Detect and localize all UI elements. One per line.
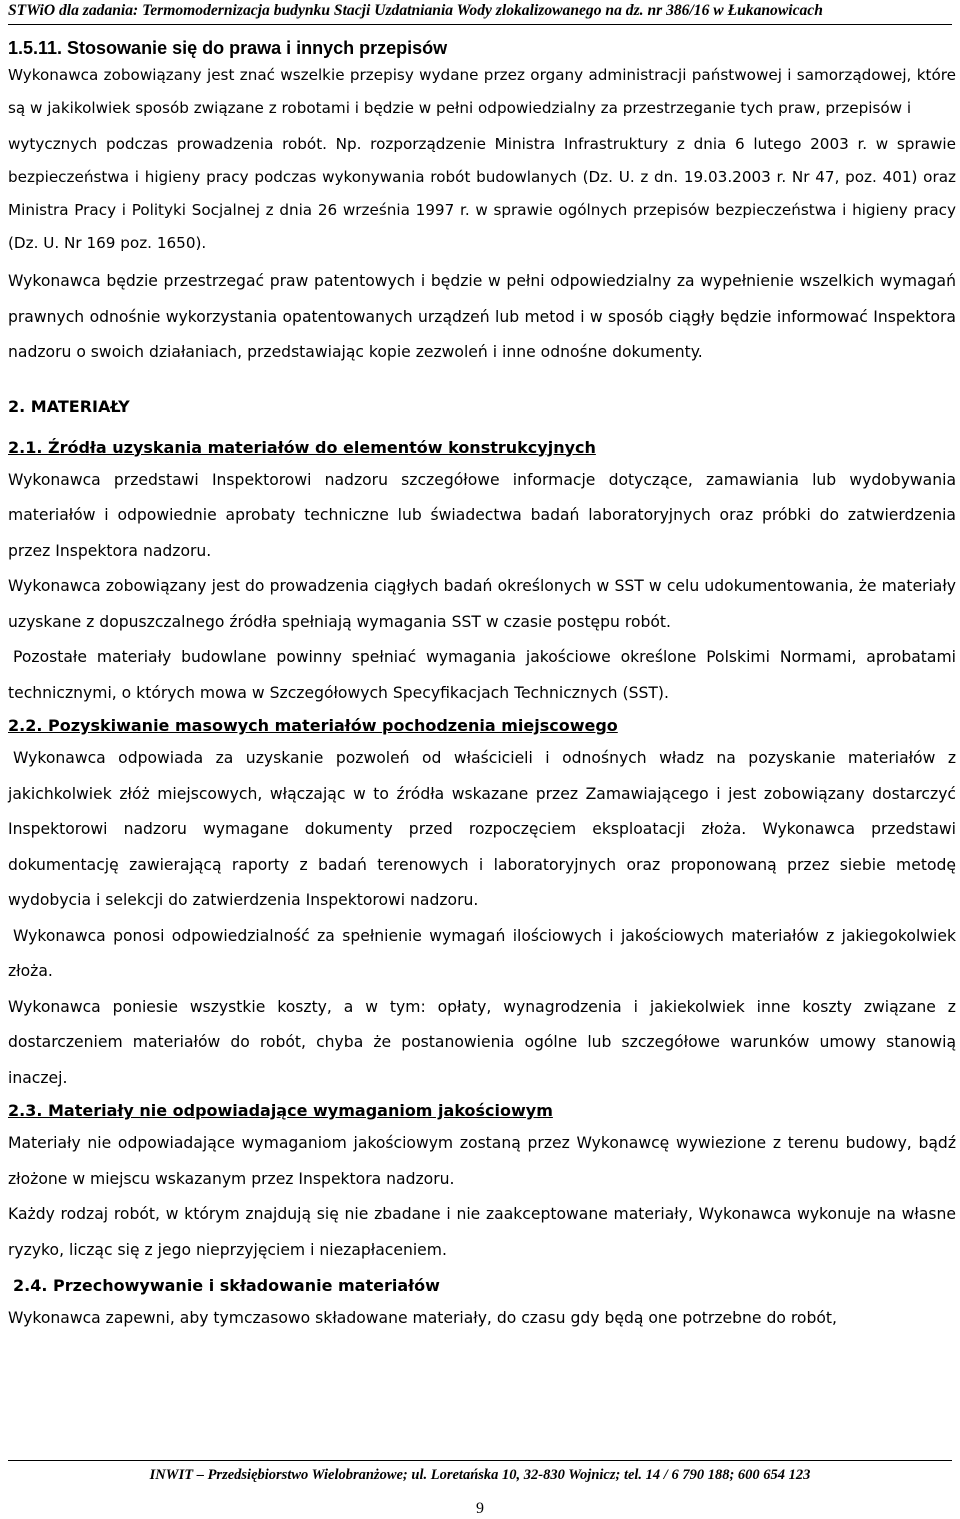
- section-heading: 1.5.11. Stosowanie się do prawa i innych przepisów: [8, 38, 448, 58]
- paragraph: Wykonawca będzie przestrzegać praw patentowych i będzie w pełni odpowiedzialny za wypełnienie wszelkich wymagań prawnych odnośnie wykorzystania opatentowanych urządzeń lub metod i w sposób ciągły będzie informować Inspektora nadzoru o swoich działaniach, przedstawiając kopie zezwoleń i inne odnośne dokumenty.: [8, 272, 956, 361]
- running-header: STWiO dla zadania: Termomodernizacja budynku Stacji Uzdatniania Wody zlokalizowanego na dz. nr 386/16 w Łukanowicach: [8, 2, 823, 19]
- paragraph: Materiały nie odpowiadające wymaganiom jakościowym zostaną przez Wykonawcę wywiezione z terenu budowy, bądź złożone w miejscu wskazanym przez Inspektora nadzoru.: [8, 1134, 956, 1188]
- section-heading: 2.1. Źródła uzyskania materiałów do elementów konstrukcyjnych: [8, 437, 596, 457]
- paragraph: Pozostałe materiały budowlane powinny spełniać wymagania jakościowe określone Polskimi Normami, aprobatami technicznymi, o których mowa w Szczegółowych Specyfikacjach Technicznych (SST).: [8, 648, 956, 702]
- section-2: [8, 395, 956, 419]
- section-2-2: [8, 714, 956, 1096]
- header-rule: [8, 24, 952, 25]
- paragraph: Wykonawca zobowiązany jest znać wszelkie przepisy wydane przez organy administracji państwowej i samorządowej, które są w jakikolwiek sposób związane z robotami i będzie w pełni odpowiedzialny za przestrzeganie tych praw, przepisów i: [8, 66, 956, 117]
- paragraph: Każdy rodzaj robót, w którym znajdują się nie zbadane i nie zaakceptowane materiały, Wykonawca wykonuje na własne ryzyko, licząc się z jego nieprzyjęciem i niezapłaceniem.: [8, 1205, 956, 1259]
- paragraph: wytycznych podczas prowadzenia robót. Np. rozporządzenie Ministra Infrastruktury z dnia 6 lutego 2003 r. w sprawie bezpieczeństwa i higieny pracy podczas wykonywania robót budowlanych (Dz. U. z dn. 19.03.2003 r. Nr 47, poz. 401) oraz Ministra Pracy i Polityki Socjalnej z dnia 26 września 1997 r. w sprawie ogólnych przepisów bezpieczeństwa i higieny pracy (Dz. U. Nr 169 poz. 1650).: [8, 135, 956, 252]
- paragraph: Wykonawca przedstawi Inspektorowi nadzoru szczegółowe informacje dotyczące, zamawiania lub wydobywania materiałów i odpowiednie aprobaty techniczne lub świadectwa badań laboratoryjnych oraz próbki do zatwierdzenia przez Inspektora nadzoru.: [8, 470, 956, 560]
- section-heading: 2.3. Materiały nie odpowiadające wymaganiom jakościowym: [8, 1101, 553, 1120]
- paragraph: Wykonawca zapewni, aby tymczasowo składowane materiały, do czasu gdy będą one potrzebne do robót,: [8, 1309, 837, 1327]
- running-footer: INWIT – Przedsiębiorstwo Wielobranżowe; ul. Loretańska 10, 32-830 Wojnicz; tel. 14 / 6 790 188; 600 654 123: [149, 1467, 811, 1483]
- section-2-1: [8, 436, 956, 712]
- page-number: 9: [476, 1500, 484, 1517]
- section-heading: 2.4. Przechowywanie i składowanie materiałów: [13, 1276, 440, 1295]
- chapter-heading: 2. MATERIAŁY: [8, 396, 130, 416]
- footer-rule: [8, 1460, 952, 1461]
- section-2-3: [8, 1099, 956, 1268]
- document-body: [8, 34, 956, 1337]
- paragraph: Wykonawca odpowiada za uzyskanie pozwoleń od właścicieli i odnośnych władz na pozyskanie materiałów z jakichkolwiek złóż miejscowych, włączając w to źródła wskazane przez Zamawiającego i jest zobowiązany dostarczyć Inspektorowi nadzoru wymagane dokumenty przed rozpoczęciem eksploatacji złoża. Wykonawca przedstawi dokumentację zawierającą raporty z badań terenowych i laboratoryjnych oraz proponowaną przez siebie metodę wydobycia i selekcji do zatwierdzenia Inspektorowi nadzoru.: [8, 749, 956, 909]
- paragraph: Wykonawca poniesie wszystkie koszty, a w tym: opłaty, wynagrodzenia i jakiekolwiek inne koszty związane z dostarczeniem materiałów do robót, chyba że postanowienia ogólne lub szczegółowe warunków umowy stanowią inaczej.: [8, 997, 956, 1087]
- section-heading: 2.2. Pozyskiwanie masowych materiałów pochodzenia miejscowego: [8, 716, 618, 735]
- paragraph: Wykonawca zobowiązany jest do prowadzenia ciągłych badań określonych w SST w celu udokumentowania, że materiały uzyskane z dopuszczalnego źródła spełniają wymagania SST w czasie postępu robót.: [8, 577, 956, 631]
- section-2-4: [8, 1274, 956, 1337]
- section-1-5-11: [8, 37, 956, 371]
- paragraph: Wykonawca ponosi odpowiedzialność za spełnienie wymagań ilościowych i jakościowych materiałów z jakiegokolwiek złoża.: [8, 926, 956, 980]
